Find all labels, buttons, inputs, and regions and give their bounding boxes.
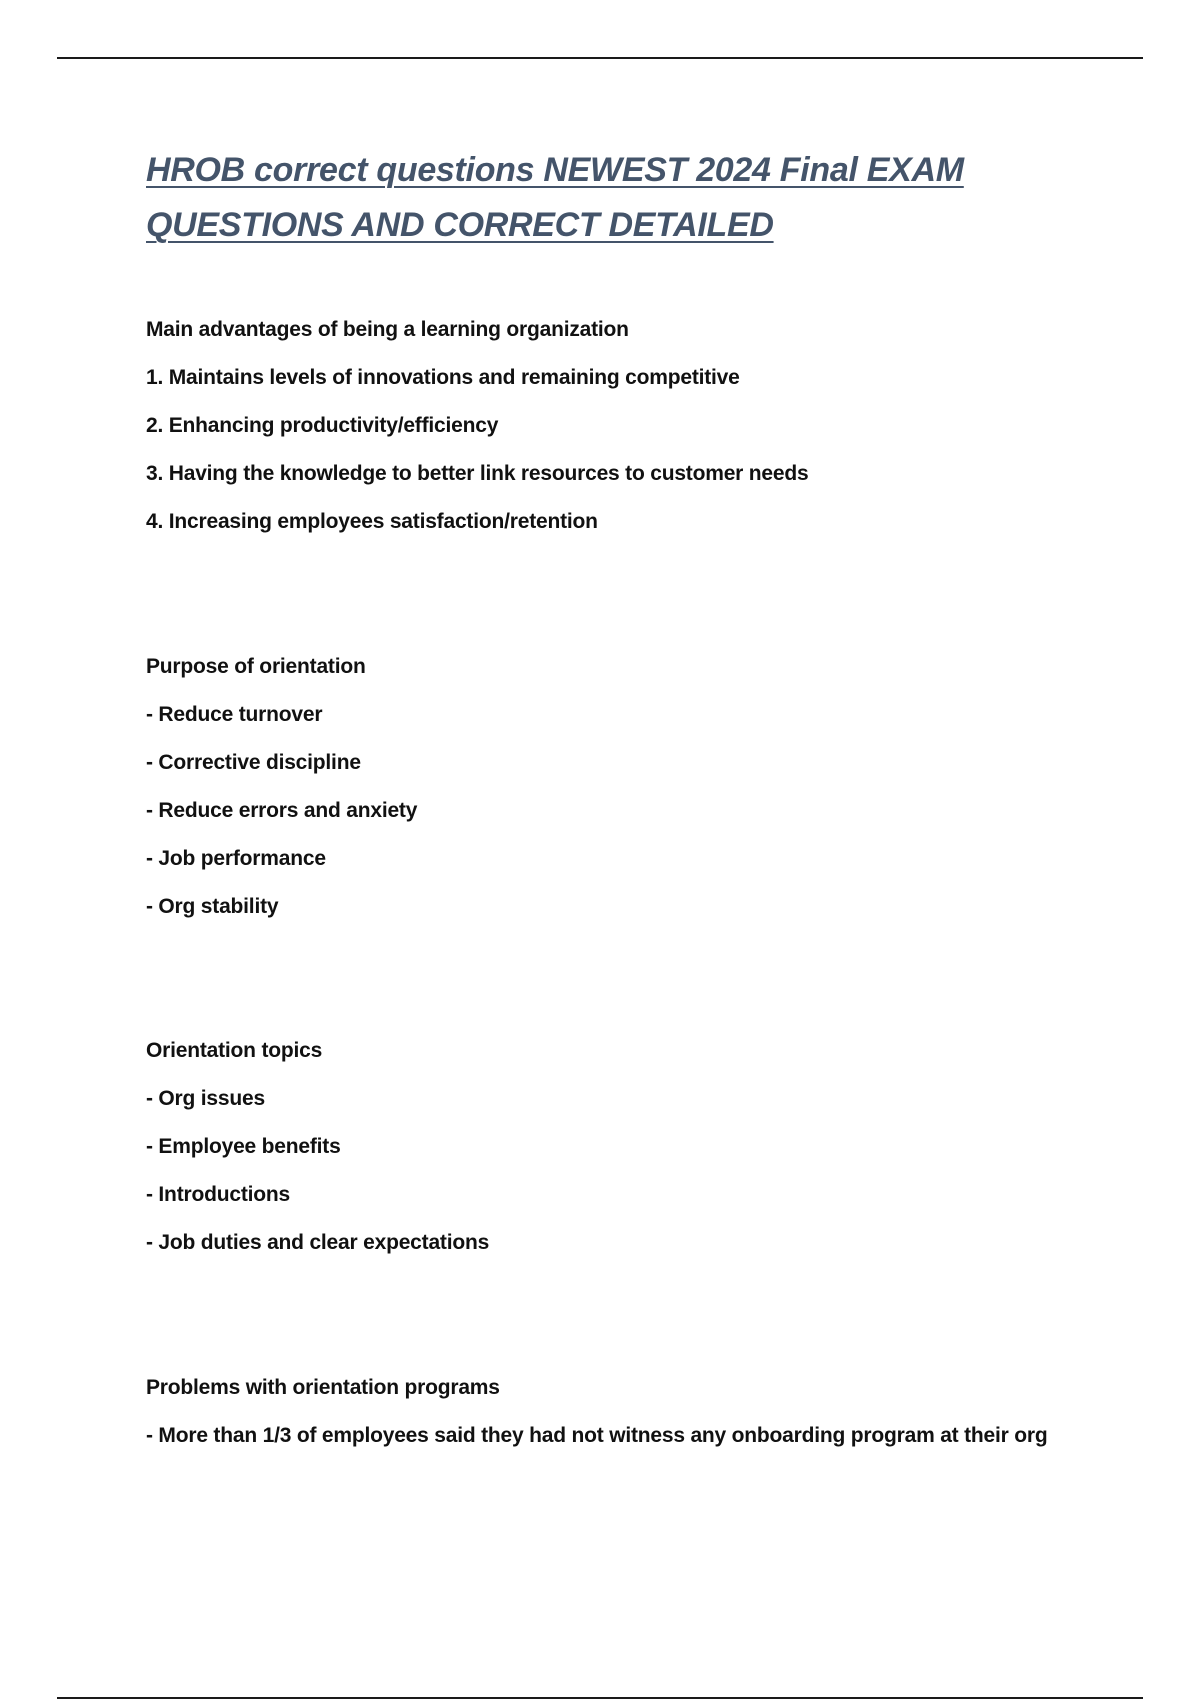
- list-item: 4. Increasing employees satisfaction/retention: [146, 510, 598, 533]
- section-heading: Main advantages of being a learning organization: [146, 318, 629, 341]
- title-line-1: HROB correct questions NEWEST 2024 Final EXAM: [146, 151, 964, 189]
- list-item: - Employee benefits: [146, 1135, 341, 1158]
- list-item: - Job duties and clear expectations: [146, 1231, 490, 1254]
- title-line-2: QUESTIONS AND CORRECT DETAILED: [146, 206, 774, 244]
- list-item: - More than 1/3 of employees said they had not witness any onboarding program at their org: [146, 1424, 1048, 1447]
- list-item: - Org stability: [146, 895, 279, 918]
- list-item: 1. Maintains levels of innovations and remaining competitive: [146, 366, 740, 389]
- top-rule: [57, 57, 1143, 59]
- bottom-rule: [57, 1697, 1143, 1699]
- section-orientation-problems: [146, 1376, 1146, 1472]
- section-heading: Problems with orientation programs: [146, 1376, 500, 1399]
- section-heading: Purpose of orientation: [146, 655, 366, 678]
- list-item: - Introductions: [146, 1183, 290, 1206]
- list-item: - Job performance: [146, 847, 326, 870]
- list-item: - Corrective discipline: [146, 751, 361, 774]
- list-item: - Org issues: [146, 1087, 265, 1110]
- list-item: 2. Enhancing productivity/efficiency: [146, 414, 499, 437]
- section-heading: Orientation topics: [146, 1039, 323, 1062]
- list-item: - Reduce errors and anxiety: [146, 799, 418, 822]
- section-orientation-topics: [146, 1039, 1146, 1279]
- document-title: [146, 143, 1146, 253]
- list-item: - Reduce turnover: [146, 703, 323, 726]
- section-learning-organization: [146, 318, 1146, 558]
- list-item: 3. Having the knowledge to better link resources to customer needs: [146, 462, 809, 485]
- section-purpose-of-orientation: [146, 655, 1146, 943]
